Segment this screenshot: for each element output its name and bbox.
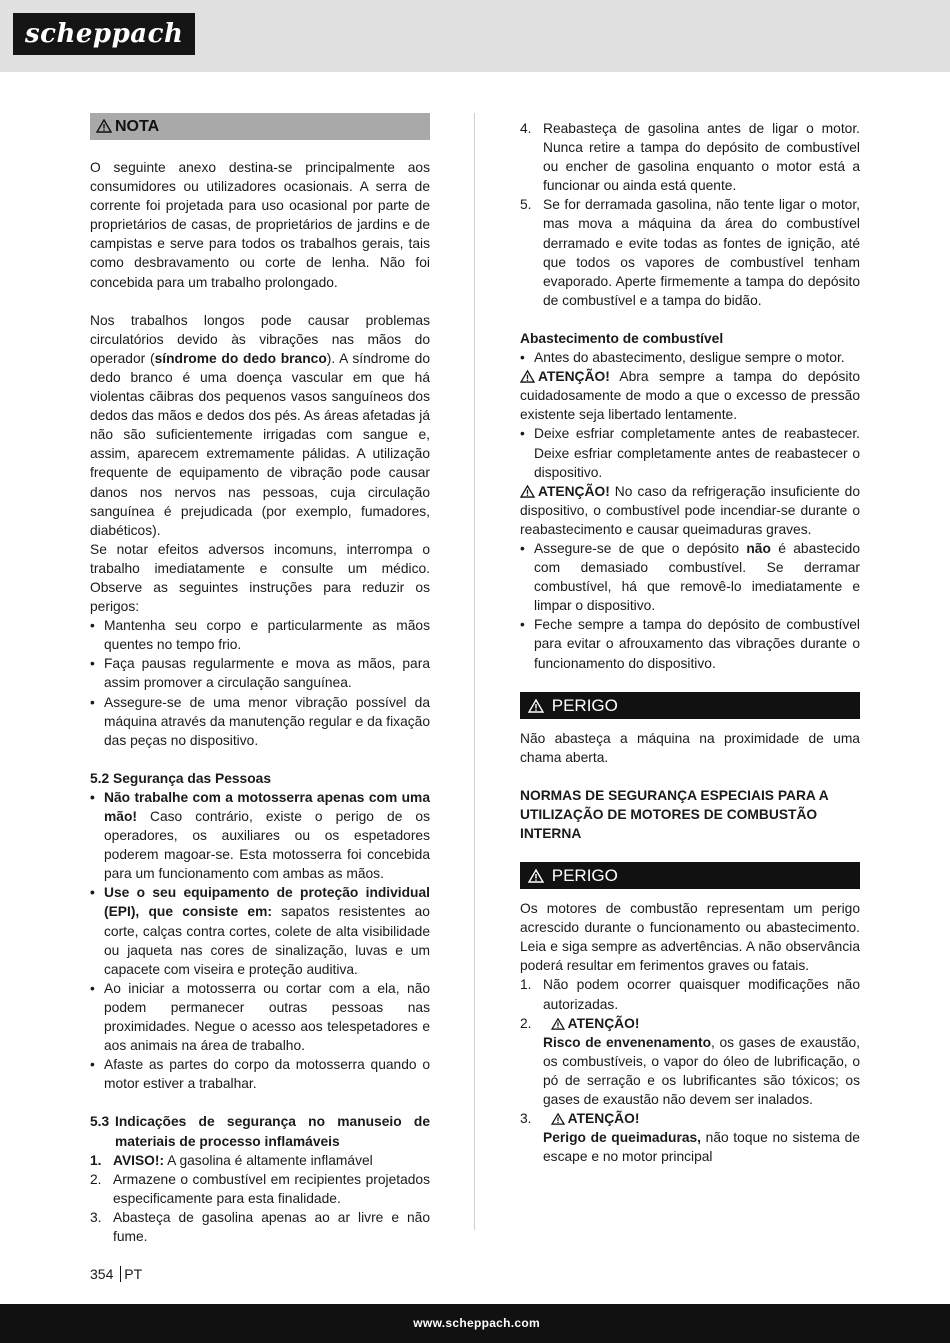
list-item: • Antes do abastecimento, desligue sempre o motor. xyxy=(520,350,845,366)
list-item: • Faça pausas regularmente e mova as mãos, para assim promover a circulação sanguínea. xyxy=(90,656,430,691)
warning-icon xyxy=(528,699,544,713)
list-item: • Afaste as partes do corpo da motosserra quando o motor estiver a trabalhar. xyxy=(90,1057,430,1092)
section-heading-5-3: 5.3 Indicações de segurança no manuseio de materiais de processo inflamáveis xyxy=(90,1114,430,1149)
right-column xyxy=(520,119,860,1166)
list-item: • Feche sempre a tampa do depósito de combustível para evitar o afrouxamento das vibrações durante o funcionamento do dispositivo. xyxy=(520,617,860,671)
danger-title: PERIGO xyxy=(551,695,618,715)
list-item: • Mantenha seu corpo e particularmente as mãos quentes no tempo frio. xyxy=(90,618,430,653)
website-url: www.scheppach.com xyxy=(413,1316,540,1330)
danger-text: Os motores de combustão representam um perigo acrescido durante o funcionamento ou abastecimento. Leia e siga sempre as advertências. A não observância poderá resultar em ferimentos graves ou fatais. xyxy=(520,901,860,974)
list-item: 1. AVISO!: A gasolina é altamente inflamável xyxy=(90,1152,373,1168)
column-divider xyxy=(474,113,475,1230)
page-footer xyxy=(0,1304,950,1343)
warning-icon xyxy=(96,119,112,133)
warning-icon xyxy=(528,869,544,883)
list-item: • Assegure-se de que o depósito não é abastecido com demasiado combustível. Se derramar combustível, há que removê-lo imediatamente e limpar o dispositivo. xyxy=(520,540,860,614)
list-item: • Não trabalhe com a motosserra apenas com uma mão! Caso contrário, existe o perigo de os operadores, os auxiliares ou os espetadores poderem magoar-se. Esta motosserra foi concebida para um funcionamento com ambas as mãos. xyxy=(90,789,430,882)
section-heading-fueling: Abastecimento de combustível xyxy=(520,330,724,346)
list-item: 3. Abasteça de gasolina apenas ao ar livre e não fume. xyxy=(90,1209,430,1244)
section-heading-5-2: 5.2 Segurança das Pessoas xyxy=(90,770,271,786)
list-item: 2. Armazene o combustível em recipientes projetados especificamente para esta finalidade. xyxy=(90,1171,430,1206)
list-item: • Use o seu equipamento de proteção individual (EPI), que consiste em: sapatos resistentes ao corte, calças contra cortes, colete de alta visibilidade ou jaqueta nas cores de sinalização, luvas e um capacete com viseira e proteção auditiva. xyxy=(90,885,430,977)
danger-title: PERIGO xyxy=(551,866,618,886)
list-item: 1. Não podem ocorrer quaisquer modificações não autorizadas. xyxy=(520,977,860,1012)
paragraph-effects: Se notar efeitos adversos incomuns, interrompa o trabalho imediatamente e consulte um médico. Observe as seguintes instruções para reduzir os perigos: xyxy=(90,541,430,615)
brand-logo: scheppach xyxy=(13,13,195,55)
warning-icon xyxy=(520,370,535,383)
list-item: 2. ATENÇÃO! Risco de envenenamento, os gases de exaustão, os combustíveis, o vapor do óleo de lubrificação, o pó de serração e os lubrificantes são tóxicos; os gases de exaustão não devem ser inalados. xyxy=(520,1015,860,1108)
list-item: 3. ATENÇÃO! Perigo de queimaduras, não toque no sistema de escape e no motor principal xyxy=(520,1111,860,1165)
danger-box xyxy=(520,862,860,889)
left-column xyxy=(90,113,430,1246)
danger-text: Não abasteça a máquina na proximidade de uma chama aberta. xyxy=(520,730,860,765)
list-item: • Assegure-se de uma menor vibração possível da máquina através da manutenção regular e da fixação das peças no dispositivo. xyxy=(90,694,430,748)
list-item: • Deixe esfriar completamente antes de reabastecer. Deixe esfriar completamente antes de reabastecer o dispositivo. xyxy=(520,426,860,480)
warning-icon xyxy=(520,485,535,498)
warning-icon xyxy=(551,1113,565,1125)
paragraph-intro: O seguinte anexo destina-se principalmente aos consumidores ou utilizadores ocasionais. A serra de corrente foi projetada para uso ocasional por parte de proprietários de casas, de proprietários de jardins e de campistas e serve para todos os trabalhos gerais, tais como desbravamento ou corte de lenha. Não foi concebida para um trabalho prolongado. xyxy=(90,160,430,290)
page-header xyxy=(0,0,950,72)
section-heading-norms: NORMAS DE SEGURANÇA ESPECIAIS PARA A UTILIZAÇÃO DE MOTORES DE COMBUSTÃO INTERNA xyxy=(520,787,829,841)
nota-box xyxy=(90,113,430,140)
danger-box xyxy=(520,692,860,719)
list-item: • Ao iniciar a motosserra ou cortar com a ela, não podem permanecer outras pessoas nas proximidades. Negue o acesso aos telespetadores e aos animais na área de trabalho. xyxy=(90,980,430,1054)
paragraph-vibration: Nos trabalhos longos pode causar problemas circulatórios devido às vibrações nas mãos do operador (síndrome do dedo branco). A síndrome do dedo branco é uma doença vascular em que há violentas cãibras dos pequenos vasos sanguíneos dos dedos das mãos e dedos dos pés. As áreas afetadas já não são suficientemente irrigadas com sangue e, assim, aparecem extremamente pálidas. A utilização frequente de equipamento de vibração pode causar danos nos nervos nas pessoas, cuja circulação sanguínea é prejudicada (por exemplo, fumadores, diabéticos). xyxy=(90,312,430,538)
nota-title: NOTA xyxy=(115,118,160,135)
attention-note: ATENÇÃO! No caso da refrigeração insuficiente do dispositivo, o combustível pode incendiar-se durante o reabastecimento e causar queimaduras graves. xyxy=(520,483,860,537)
attention-note: ATENÇÃO! Abra sempre a tampa do depósito cuidadosamente de modo a que o excesso de pressão existente seja libertado lentamente. xyxy=(520,369,860,423)
page-number: 354 PT xyxy=(90,1266,143,1282)
list-item: 5. Se for derramada gasolina, não tente ligar o motor, mas mova a máquina da área do combustível derramado e evite todas as fontes de ignição, até que todos os vapores de combustível tenham evaporado. Aperte firmemente a tampa do depósito de combustível e a tampa do bidão. xyxy=(520,197,860,308)
warning-icon xyxy=(551,1018,565,1030)
list-item: 4. Reabasteça de gasolina antes de ligar o motor. Nunca retire a tampa do depósito de combustível ou encher de gasolina enquanto o motor está a funcionar ou ainda está quente. xyxy=(520,121,860,194)
